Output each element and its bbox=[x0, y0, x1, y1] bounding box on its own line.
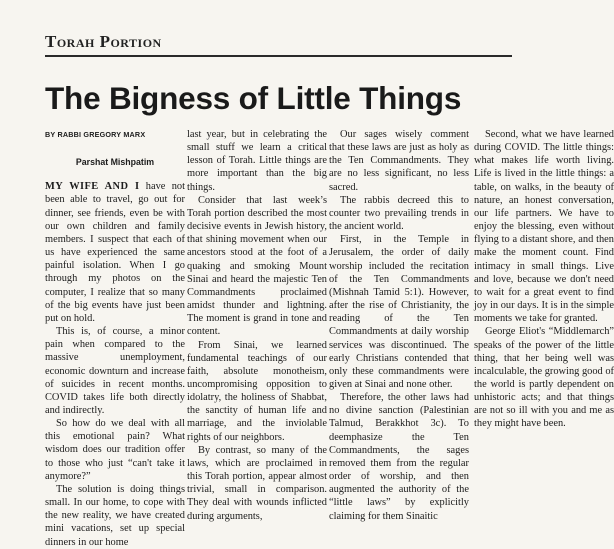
paragraph: George Eliot's “Middlemarch” speaks of the power of the little thing, that her being well was incalculable, the growing good of the world is partly dependent on unhistoric acts; and that things are not so ill with you and me as they might have been. bbox=[474, 326, 614, 430]
paragraph: Consider that last week’s Torah portion described the most decisive events in Jewish history, that shining movement when our ancestors stood at the foot of a quaking and smoking Mount Sinai and heard the majestic Ten Commandments proclaimed amidst thunder and lightning. The moment is grand in tone and content. bbox=[187, 194, 327, 338]
byline: BY RABBI GREGORY MARX bbox=[45, 130, 146, 139]
lead-in: MY WIFE AND I bbox=[45, 181, 140, 193]
column-2 bbox=[187, 128, 327, 523]
parsha-name: Parshat Mishpatim bbox=[75, 157, 155, 168]
header-rule bbox=[45, 55, 512, 57]
paragraph: Therefore, the other laws had no divine sanction (Palestinian Talmud, Berakkhot 3c). To deemphasize the Ten Commandments, the sages removed them from the regular order of worship, and then augmented the authority of the “little laws” by explicitly claiming for them Sinaitic bbox=[329, 392, 469, 522]
paragraph: The rabbis decreed this to counter two prevailing trends in the ancient world. bbox=[329, 194, 469, 233]
section-header: Torah Portion bbox=[45, 32, 162, 51]
paragraph: This is, of course, a minor pain when compared to the massive unemployment, economic downturn and increase of suicides in recent months. COVID takes life both directly and indirectly. bbox=[45, 326, 185, 416]
paragraph: First, in the Temple in Jerusalem, the order of daily worship included the recitation of the Ten Commandments (Mishnah Tamid 5:1). However, after the rise of Christianity, the reading of the Ten Commandments at daily worship services was discontinued. The early Christians contended that only these commandments were given at Sinai and none other. bbox=[329, 234, 469, 390]
paragraph: The solution is doing things small. In our home, to cope with the new reality, we have created mini vacations, set up special dinners in our home bbox=[45, 483, 185, 548]
column-4 bbox=[474, 128, 614, 431]
paragraph: Second, what we have learned during COVID. The little things: what makes life worth living. Life is lived in the little things: a table, on walks, in the beauty of nature, an honest conversation, our life partners. We have to enjoy the blessing, even without flying to a distant shore, and then make the moment count. Find intimacy in small things. Live and love, because we don't need to wait for a great event to find joy in our days. It is in the simple moments we take for granted. bbox=[474, 129, 614, 325]
paragraph: So how do we deal with all this emotional pain? What wisdom does our tradition offer to those who just “can't take it anymore?” bbox=[45, 418, 185, 482]
article-title: The Bigness of Little Things bbox=[45, 80, 462, 116]
paragraph: last year, but in celebrating the small stuff we learn a critical lesson of Torah. Little things are more important than the big things. bbox=[187, 129, 327, 193]
paragraph: By contrast, so many of the laws, which are proclaimed in this Torah portion, appear almost trivial, small in comparison. They deal with wounds inflicted during arguments, bbox=[187, 444, 327, 522]
paragraph: From Sinai, we learned fundamental teachings of our faith, absolute monotheism, uncompromising opposition to idolatry, the holiness of Shabbat, the sanctity of human life and marriage, and the inviolable rights of our neighbors. bbox=[187, 339, 327, 443]
column-3 bbox=[329, 128, 469, 523]
paragraph: MY WIFE AND I have not been able to travel, go out for dinner, see friends, even be with our own children and family members. I suspect that each of us have experienced the same painful isolation. When I go through my photos on the computer, I realize that so many of the big events have just been put on hold. bbox=[45, 181, 185, 324]
paragraph: Our sages wisely comment that these laws are just as holy as the Ten Commandments. They are no less significant, no less sacred. bbox=[329, 129, 469, 193]
column-1 bbox=[45, 128, 185, 549]
